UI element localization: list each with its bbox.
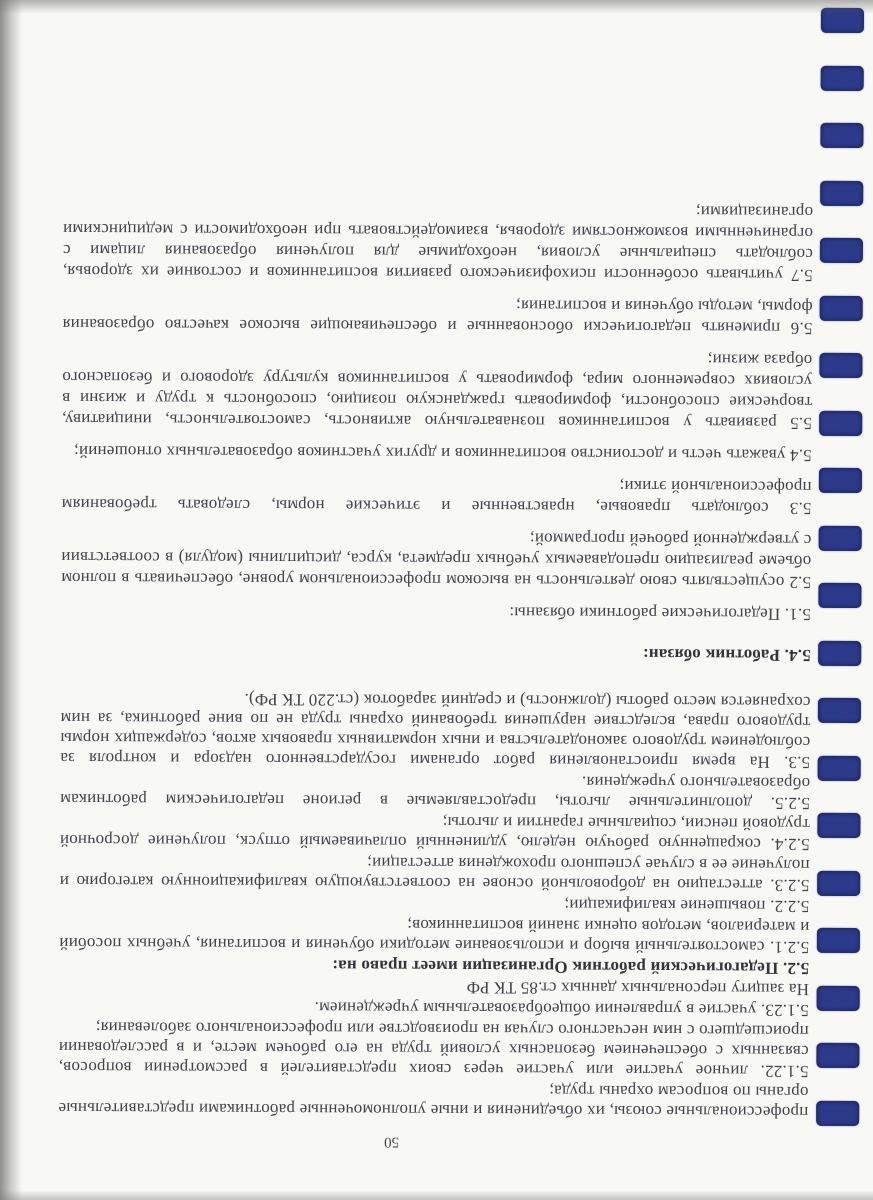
binding-hole xyxy=(820,180,863,205)
binding-hole xyxy=(821,65,864,90)
paragraph: 5.4. Работник обязан: xyxy=(642,645,811,665)
paragraph: 5.2.5. дополнительные льготы, предоставляемые в регионе педагогическим работникам образовательного учреждения. xyxy=(59,772,811,813)
page-number: 50 xyxy=(384,1133,400,1150)
paragraph: 5.2 осуществлять свою деятельность на высоком профессиональном уровне, обеспечивать в полном объеме реализацию преподаваемых учебных предмета, курса, дисциплины (модуля) в соответствии с утвержденной рабочей программой; xyxy=(61,529,812,592)
paragraph: 5.2.4. сокращенную рабочую неделю, удлиненный оплачиваемый отпуск, получение досрочной трудовой пенсии, социальные гарантии и льготы; xyxy=(59,813,810,854)
binding-hole xyxy=(818,698,861,723)
paragraph: 5.3. На время приостановления работ органами государственного надзора и контроля за соблюдением трудового законодательства и иных нормативных правовых актов, содержащих нормы трудового права, вследствие нарушения требований охраны труда не по вине работника, за ним сохраняется место работы (должность) и средний заработок (ст.220 ТК РФ). xyxy=(60,689,811,772)
paragraph: 5.2.1. самостоятельный выбор и использование методики обучения и воспитания, учебных пособий и материалов, методов оценки знаний воспитанников; xyxy=(59,915,810,957)
binding-hole xyxy=(820,295,863,320)
paragraph: 5.5 развивать у воспитанников познавательную активность, самостоятельность, инициативу, творческие способности, формировать гражданскую позицию, способность к труду и жизни в условиях современного мира, формировать у воспитанников культуру здорового и безопасного образа жизни; xyxy=(61,350,813,433)
spiral-binding xyxy=(816,8,864,1126)
paragraph: 5.3 соблюдать правовые, нравственные и этические нормы, следовать требованиям профессиональной этики; xyxy=(61,476,812,518)
binding-hole xyxy=(820,238,863,263)
paragraph: 5.7 учитывать особенности психофизического развития воспитанников и состояние их здоровья, соблюдать специальные условия, необходимые для получения образования лицами с ограниченными возможностями здоровья, взаимодействовать при необходимости с медицинскими организациями; xyxy=(62,202,814,285)
binding-hole xyxy=(818,583,861,608)
binding-hole xyxy=(818,640,861,665)
binding-hole xyxy=(820,123,863,148)
binding-hole xyxy=(819,410,862,435)
paragraph: На защиту персональных данных ст.85 ТК РФ xyxy=(466,978,810,999)
binding-hole xyxy=(816,1043,859,1068)
binding-hole xyxy=(817,813,860,838)
binding-hole xyxy=(817,928,860,953)
binding-hole xyxy=(819,525,862,550)
binding-hole xyxy=(817,985,860,1010)
paragraph: 5.2. Педагогический работник Организации имеет право на: xyxy=(332,956,810,978)
paragraph: профессиональные союзы, их объединения и иные уполномоченные работниками представительные органы по вопросам охраны труда; xyxy=(58,1081,809,1122)
paragraph: 5.2.3. аттестацию на добровольной основе на соответствующую квалификационную категорию и получение ее в случае успешного прохождения аттестации; xyxy=(59,853,810,895)
paragraph: 5.4 уважать честь и достоинство воспитанников и других участников образовательных отношений; xyxy=(73,442,812,465)
binding-hole xyxy=(819,353,862,378)
paragraph: 5.2.2. повышение квалификации; xyxy=(564,895,810,916)
binding-hole xyxy=(817,870,860,895)
paragraph: 5.1.23. участие в управлении общеобразовательным учреждением. xyxy=(314,998,809,1020)
paragraph: 5.1.22. личное участие или участие через своих представителей в рассмотрении вопросов, связанных с обеспечением безопасных условий труда на его рабочем месте, и в расследовании происшедшего с ним несчастного случая на производстве или профессионального заболевания; xyxy=(58,1018,809,1081)
binding-hole xyxy=(818,755,861,780)
paragraph: 5.1. Педагогические работники обязаны: xyxy=(509,603,811,624)
binding-hole xyxy=(819,468,862,493)
document-body xyxy=(58,187,813,1122)
paragraph: 5.6 применять педагогически обоснованные и обеспечивающие высокое качество образования формы, методы обучения и воспитания; xyxy=(62,296,813,338)
binding-hole xyxy=(821,8,864,33)
binding-hole xyxy=(816,1100,859,1125)
